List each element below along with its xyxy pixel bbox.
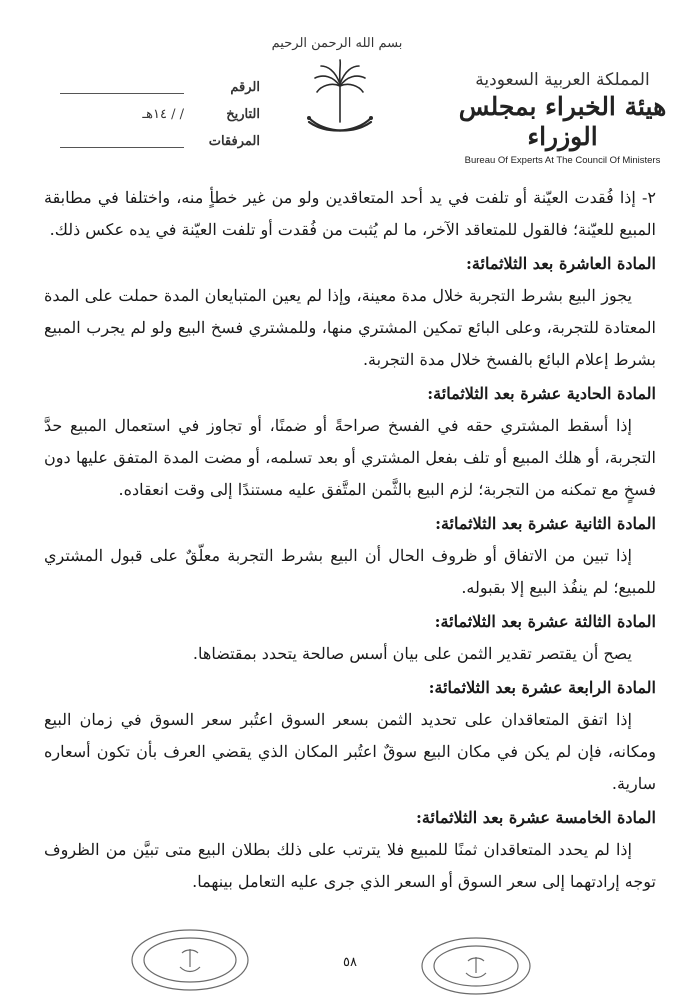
reference-number-line [60,81,184,94]
article-paragraph: يجوز البيع بشرط التجربة خلال مدة معينة، وإذا لم يعين المتبايعان المدة حملت على المدة المعتادة للتجربة، وعلى البائع تمكين المشتري منها، وللمشتري فسخ البيع ولو لم يجرب المبيع بشرط إعلام البائع بالفسخ خلال مدة التجربة. [44,286,656,369]
organization-block [450,70,675,166]
article-paragraph: ٢- إذا فُقدت العيّنة أو تلفت في يد أحد المتعاقدين ولو من غير خطأٍ منه، واختلفا في مطابقة المبيع للعيّنة؛ فالقول للمتعاقد الآخر، ما لم يُثبت من فُقدت أو تلفت العيّنة في يده عكس ذلك. [44,188,656,239]
article-heading: المادة الثالثة عشرة بعد الثلاثمائة: [434,612,656,631]
article-paragraph: إذا تبين من الاتفاق أو ظروف الحال أن البيع بشرط التجربة معلّقٌ على قبول المشتري للمبيع؛ لم ينفُذ البيع إلا بقبوله. [44,546,656,597]
article-heading: المادة الخامسة عشرة بعد الثلاثمائة: [416,808,656,827]
palm-and-swords-emblem-icon [295,56,385,146]
article-paragraph: يصح أن يقتصر تقدير الثمن على بيان أسس صالحة يتحدد بمقتضاها. [192,644,632,663]
organization-name-english: Bureau Of Experts At The Council Of Ministers [464,155,661,166]
attachments-label: المرفقات [208,134,260,149]
date-label: التاريخ [226,107,260,122]
article-paragraph: إذا اتفق المتعاقدان على تحديد الثمن بسعر السوق اعتُبر سعر السوق في زمان البيع ومكانه، فإن لم يكن في مكان البيع سوقٌ اعتُبر المكان الذي يقضي العرف بأن تكون أسعاره سارية. [44,710,656,793]
article-heading: المادة العاشرة بعد الثلاثمائة: [466,254,656,273]
page-number: ٥٨ [343,955,357,970]
article-heading: المادة الرابعة عشرة بعد الثلاثمائة: [428,678,656,697]
article-paragraph: إذا أسقط المشتري حقه في الفسخ صراحةً أو ضمنًا، أو تجاوز في استعمال المبيع حدَّ التجربة، أو هلك المبيع أو تلف بفعل المشتري أو بعد تسلمه، أو مضت المدة المتفق عليها دون فسخٍ مع تمكنه من التجربة؛ لزم البيع بالثَّمن المتَّفق عليه مستندًا إلى وقت انعقاده. [44,416,656,499]
official-seal-stamp-icon [418,935,534,997]
page-footer [0,925,700,1000]
document-body [44,182,656,898]
article-paragraph: إذا لم يحدد المتعاقدان ثمنًا للمبيع فلا يترتب على ذلك بطلان البيع متى تبيَّن من الظروف توجه إرادتهما إلى سعر السوق أو السعر الذي جرى عليه التعامل بينهما. [44,840,656,891]
date-value: / / ١٤هـ [142,107,184,122]
date-row [60,101,260,128]
letterhead [0,0,700,170]
article-heading: المادة الحادية عشرة بعد الثلاثمائة: [427,384,656,403]
article-heading: المادة الثانية عشرة بعد الثلاثمائة: [435,514,656,533]
attachments-row [60,128,260,155]
organization-country: المملكة العربية السعودية [475,70,650,90]
reference-number-label: الرقم [230,80,260,95]
attachments-line [60,135,184,148]
organization-name: هيئة الخبراء بمجلس الوزراء [458,92,667,151]
reference-number-row [60,74,260,101]
basmala: بسم الله الرحمن الرحيم [271,36,403,51]
document-meta [60,74,260,155]
official-seal-stamp-icon [128,927,252,993]
